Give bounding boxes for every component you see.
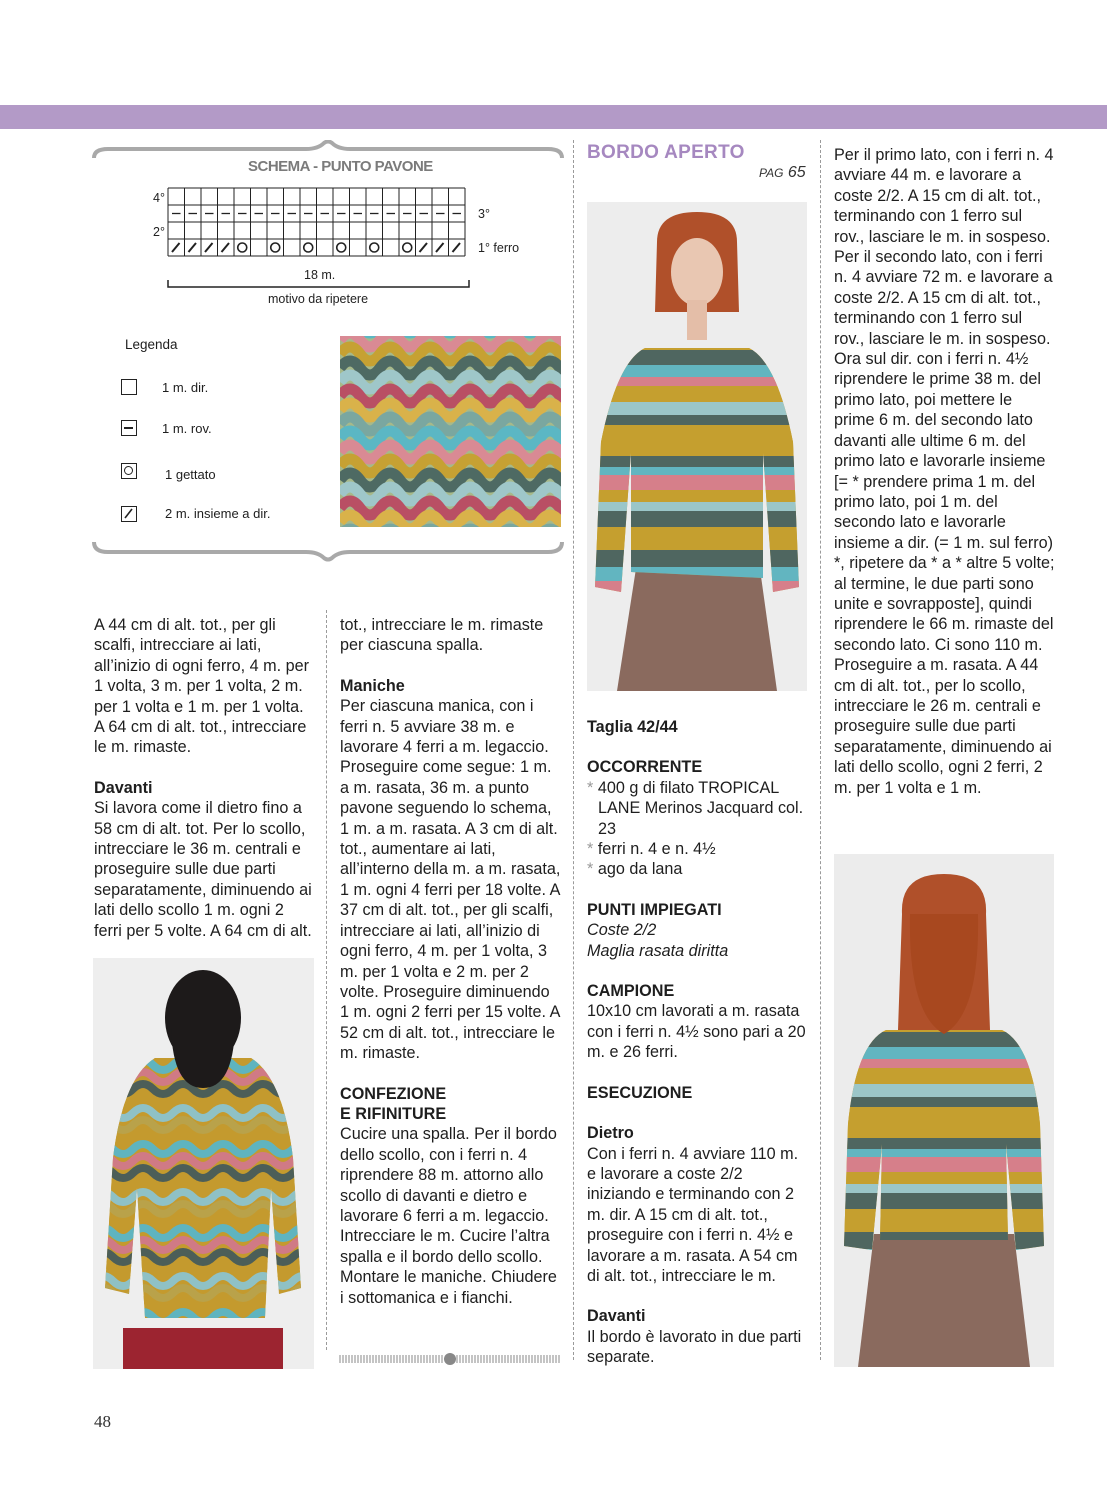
legend-title: Legenda [125,337,178,352]
page-reference: PAG 65 [759,164,806,181]
maniche-heading: Maniche [340,676,405,695]
punti-heading: PUNTI IMPIEGATI [587,900,722,919]
k2tog-symbol [420,243,428,252]
col4-text: Per il primo lato, con i ferri n. 4 avviare 44 m. e lavorare a coste 2/2. A 15 cm di alt. tot., terminando con 1 ferro sul rov., lasciare le m. in sospeso. Per il secondo lato, con i ferri n. 4 avviare 72 m. e lavorare a coste 2/2. A 15 cm di alt. tot., terminando con 1 ferro sul rov., lasciare le m. in sospeso. Ora sul dir. con i ferri n. 4½ riprendere le prime 38 m. del primo lato, poi mettere le prime 6 m. del secondo lato davanti alle ultime 6 m. del primo lato e lavorarle insieme [= * prendere prima 1 m. del primo lato, poi 1 m. del secondo lato e lavorarle insieme a dir. (= 1 m. sul ferro) *, ripetere da * a * altre 5 volte; al termine, le due parti sono unite e sovrapposte], quindi riprendere le 66 m. rimaste del secondo lato. Ci sono 110 m. Proseguire a m. rasata. A 44 cm di alt. tot., per lo scollo, intrecciare le 26 m. centrali e proseguire sulle due parti separatamente, diminuendo ai lati dello scollo, ogni 2 ferri, 2 m. per 1 volta e 1 m. [834,146,1059,797]
yarnover-symbol [370,243,379,252]
empty-square-icon [121,379,137,395]
stitch-chart-grid [160,186,480,258]
dietro-heading: Dietro [587,1124,634,1143]
sweater-stripe [587,550,807,567]
sweater-stripe [587,415,807,425]
sweater-stripe [834,1107,1054,1124]
sweater-stripe [587,402,807,415]
stitch-item: Maglia rasata diritta [587,941,729,960]
chart-frame-bottom [92,540,564,564]
sweater-stripe [587,490,807,502]
sweater-stripe [587,386,807,402]
sweater-stripe [834,1209,1054,1222]
width-label: 18 m. [304,268,336,282]
dash-square-icon [121,420,137,436]
decorative-tick-rule [339,1352,561,1366]
maniche-text: Per ciascuna manica, con i ferri n. 5 avviare 38 m. e lavorare 4 ferri a m. legaccio. Proseguire come segue: 1 m. a m. rasata, 36 m. a punto pavone seguendo lo schema, 1 m. a m. rasata. A 3 cm di alt. tot., aumentare ai lati, all’interno della m. a m. rasata, 1 m. ogni 4 ferri per 18 volte. A 37 cm di alt. tot., per gli scalfi, intrecciare ai lati, all’inizio di ogni ferro, 4 m. per 1 volta, 3 m. per 1 volta e 2 m. per 2 volte. Proseguire diminuendo 1 m. ogni 2 ferri per 15 volte. A 52 cm di alt. tot., intrecciare le m. rimaste. [340,697,565,1063]
col2-intro: tot., intrecciare le m. rimaste per ciascuna spalla. [340,616,548,655]
column-3 [587,717,809,1368]
k2tog-symbol [189,243,197,252]
sweater-stripe [834,1068,1054,1084]
material-item: * 400 g di filato TROPICAL LANE Merinos Jacquard col. 23 [587,778,808,838]
sweater-stripe [587,425,807,442]
yarnover-symbol [403,243,412,252]
stitch-item: Coste 2/2 [587,921,657,940]
davanti-text-2: Il bordo è lavorato in due parti separate. [587,1327,806,1367]
column-divider-3 [820,140,821,1360]
campione-heading: CAMPIONE [587,982,675,1001]
k2tog-symbol [222,243,230,252]
size-label: Taglia 42/44 [587,718,678,736]
sweater-stripe [834,1097,1054,1107]
dietro-text: Con i ferri n. 4 avviare 110 m. e lavorare a coste 2/2 iniziando e terminando con 2 m. dir. A 15 cm di alt. tot., proseguire con i ferri n. 4½ e lavorare a m. rasata. A 54 cm di alt. tot., intrecciare le m. [587,1144,803,1285]
sweater-stripe [834,1084,1054,1097]
yarnover-symbol [238,243,247,252]
front-view-striped-sweater-photo [587,202,807,691]
column-4 [834,145,1059,798]
davanti-heading: Davanti [94,778,153,797]
column-divider-1 [326,610,327,1350]
sweater-stripe [587,475,807,490]
sweater-stripe [587,502,807,511]
column-divider-2 [573,140,574,1360]
sweater-stripe [834,1149,1054,1157]
row-label-4: 4° [153,191,165,205]
sweater-stripe [587,467,807,475]
materials-list [587,778,809,880]
sweater-stripe [834,1172,1054,1184]
sweater-stripe [834,1059,1054,1068]
column-2 [340,615,565,1308]
sweater-stripe [834,1193,1054,1209]
sweater-stripe [834,1124,1054,1138]
sweater-stripe [587,511,807,527]
top-color-band [0,105,1107,129]
occorrente-heading: OCCORRENTE [587,758,703,777]
davanti-text: Si lavora come il dietro fino a 58 cm di alt. tot. Per lo scollo, intrecciare le 36 m. centrali e proseguire sulle due parti separatamente, diminuendo ai lati dello scollo 1 m. ogni 2 ferri per 5 volte. A 64 cm di alt. [94,799,317,940]
circle-square-icon [121,463,137,479]
yarnover-symbol [337,243,346,252]
sweater-stripe [834,1222,1054,1232]
repeat-label: motivo da ripetere [268,292,369,306]
confezione-text: Cucire una spalla. Per il bordo dello scollo, con i ferri n. 4 riprendere 88 m. attorno allo scollo di davanti e dietro e lavorare 6 ferri a m. legaccio. Intrecciare le m. Cucire l’altra spalla e il bordo dello scollo. Montare le maniche. Chiudere i sottomanica e i fianchi. [340,1125,562,1307]
chart-title: SCHEMA - PUNTO PAVONE [248,158,433,175]
k2tog-symbol [172,243,180,252]
k2tog-symbol [436,243,444,252]
row-label-3: 3° [478,207,490,221]
row-label-2: 2° [153,225,165,239]
esecuzione-heading: ESECUZIONE [587,1083,693,1102]
row-label-1: 1° ferro [478,241,520,255]
material-item: * ferri n. 4 e n. 4½ [587,840,716,859]
k2tog-symbol [205,243,213,252]
davanti-heading-2: Davanti [587,1307,646,1326]
page-number: 48 [94,1412,111,1431]
sweater-stripe [587,527,807,540]
campione-text: 10x10 cm lavorati a m. rasata con i ferri n. 4½ sono pari a 20 m. e 26 ferri. [587,1002,811,1062]
column-1 [94,615,317,941]
col1-intro: A 44 cm di alt. tot., per gli scalfi, intrecciare ai lati, all’inizio di ogni ferro, 4 m. per 1 volta, 3 m. per 1 volta, 2 m. per 1 volta e 1 m. per 1 volta. A 64 cm di alt. tot., intrecciare le m. rimaste. [94,616,314,757]
sweater-stripe [587,442,807,456]
sweater-stripe [834,1184,1054,1193]
back-view-wavy-sweater-photo [93,958,314,1369]
project-title: BORDO APERTO [587,142,745,163]
sweater-stripe [834,1138,1054,1149]
yarnover-symbol [304,243,313,252]
sweater-stripe [834,1157,1054,1172]
stitch-swatch-photo [340,336,561,527]
sweater-stripe [587,540,807,550]
back-view-striped-sweater-photo [834,854,1054,1367]
confezione-heading-2: E RIFINITURE [340,1104,447,1123]
yarnover-symbol [271,243,280,252]
k2tog-symbol [453,243,461,252]
sweater-stripe [587,456,807,467]
material-item: * ago da lana [587,860,683,879]
slash-square-icon [121,506,137,522]
confezione-heading-1: CONFEZIONE [340,1084,447,1103]
